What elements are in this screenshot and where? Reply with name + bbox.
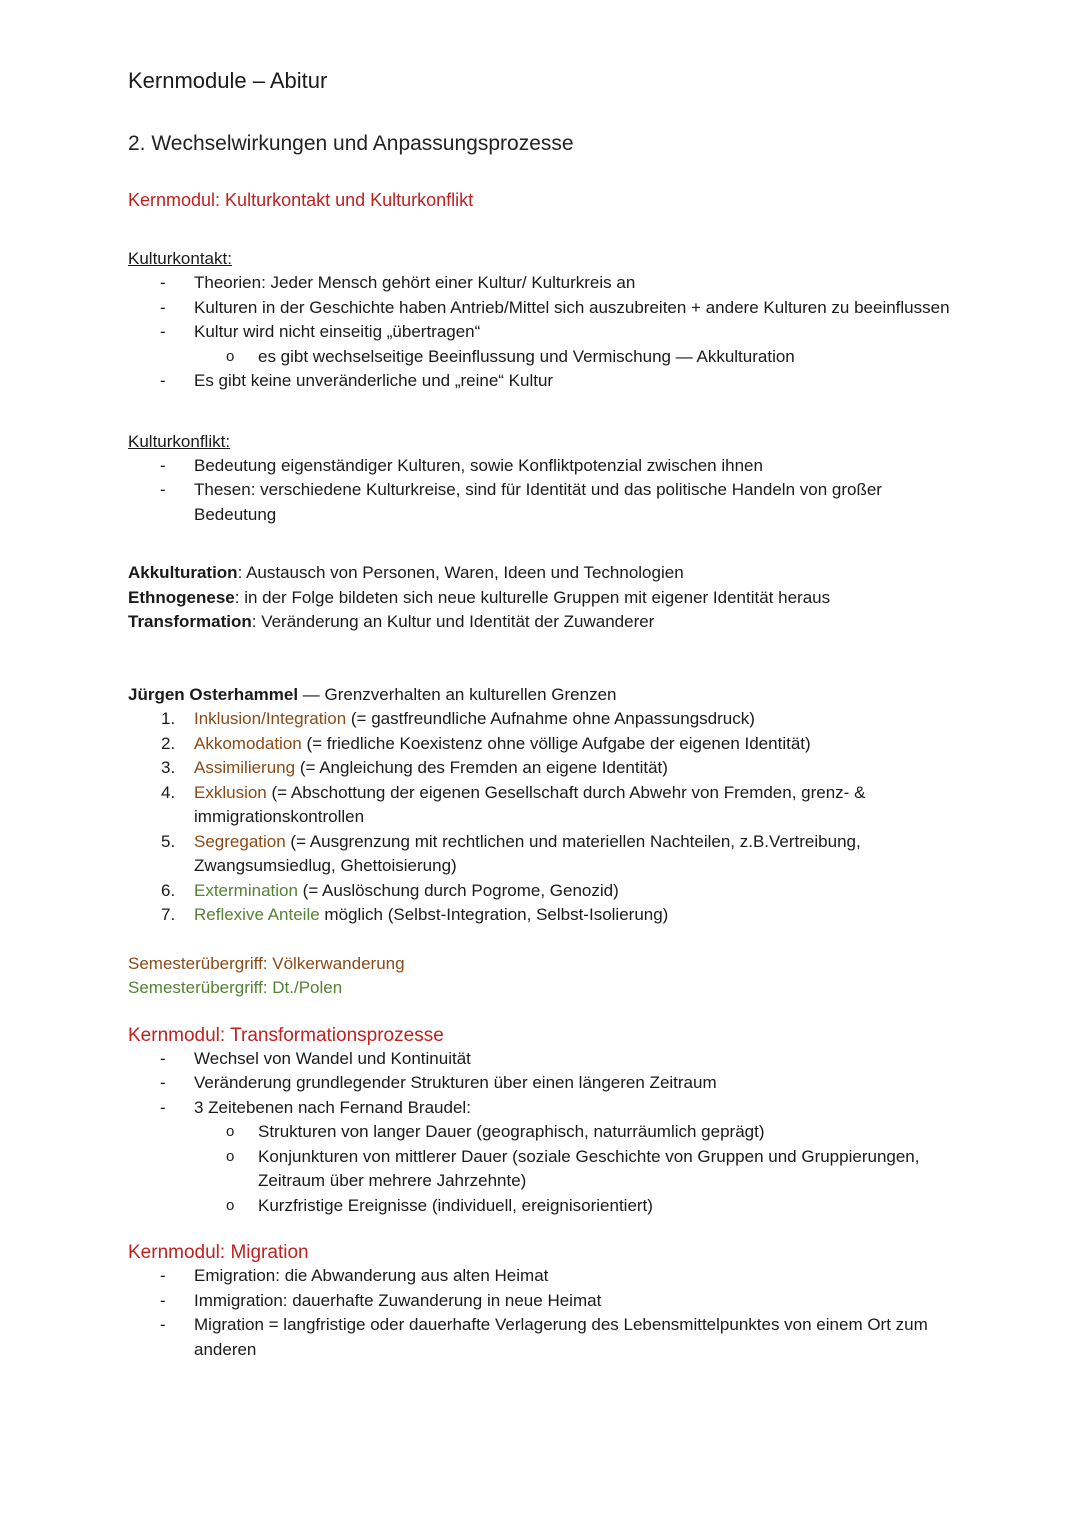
list-item: - Thesen: verschiedene Kulturkreise, sind für Identität und das politische Handeln von großer Bedeutung bbox=[194, 478, 958, 527]
transformation-list bbox=[128, 1047, 958, 1219]
list-item: - Kulturen in der Geschichte haben Antrieb/Mittel sich auszubreiten + andere Kulturen zu beeinflussen bbox=[194, 296, 958, 321]
definition-transformation bbox=[128, 610, 958, 635]
numbered-item bbox=[161, 756, 958, 781]
item-number: 4. bbox=[161, 782, 176, 802]
item-text: (= Ausgrenzung mit rechtlichen und materiellen Nachteilen, z.B.Vertreibung, Zwangsumsiedlug, Ghettoisierung) bbox=[194, 831, 861, 875]
item-text: (= Angleichung des Fremden an eigene Identität) bbox=[295, 758, 668, 777]
list-item: - Migration = langfristige oder dauerhafte Verlagerung des Lebensmittelpunktes von einem Ort zum anderen bbox=[194, 1313, 958, 1362]
item-text: (= gastfreundliche Aufnahme ohne Anpassungsdruck) bbox=[346, 709, 755, 728]
list-item bbox=[194, 320, 958, 369]
document-title: Kernmodule – Abitur bbox=[128, 68, 328, 93]
osterhammel-heading bbox=[128, 683, 958, 708]
cross-references bbox=[128, 952, 958, 1001]
list-item: - Es gibt keine unveränderliche und „reine“ Kultur bbox=[194, 369, 958, 394]
numbered-item bbox=[161, 903, 958, 928]
item-text: möglich (Selbst-Integration, Selbst-Isolierung) bbox=[319, 905, 669, 924]
definition-akkulturation bbox=[128, 561, 958, 586]
sub-list-item: o es gibt wechselseitige Beeinflussung und Vermischung — Akkulturation bbox=[258, 345, 958, 370]
kulturkontakt-list bbox=[128, 271, 958, 394]
subheading-kulturkonflikt: Kulturkonflikt: bbox=[128, 431, 231, 451]
item-text: (= friedliche Koexistenz ohne völlige Aufgabe der eigenen Identität) bbox=[301, 733, 811, 753]
migration-list bbox=[128, 1264, 958, 1362]
numbered-item bbox=[161, 732, 958, 757]
kulturkontakt-sublist bbox=[194, 345, 958, 370]
item-term: Reflexive Anteile bbox=[194, 905, 320, 924]
definition-text: : Austausch von Personen, Waren, Ideen und Technologien bbox=[237, 563, 684, 582]
list-item: - Bedeutung eigenständiger Kulturen, sowie Konfliktpotenzial zwischen ihnen bbox=[194, 454, 958, 479]
definition-term: Ethnogenese bbox=[128, 587, 235, 607]
item-number: 5. bbox=[161, 831, 176, 851]
list-item: - Wechsel von Wandel und Kontinuität bbox=[194, 1047, 958, 1072]
cross-ref-dt-polen: Semesterübergriff: Dt./Polen bbox=[128, 978, 343, 997]
item-text: (= Auslöschung durch Pogrome, Genozid) bbox=[297, 880, 619, 900]
osterhammel-list bbox=[128, 707, 958, 928]
item-text: (= Abschottung der eigenen Gesellschaft durch Abwehr von Fremden, grenz- & immigrationskontrollen bbox=[194, 782, 866, 826]
item-number: 7. bbox=[161, 905, 176, 924]
item-term: Akkomodation bbox=[194, 733, 302, 753]
item-number: 6. bbox=[161, 880, 176, 900]
item-term: Segregation bbox=[194, 831, 286, 851]
braudel-sublist bbox=[194, 1120, 958, 1218]
list-item: - Theorien: Jeder Mensch gehört einer Kultur/ Kulturkreis an bbox=[194, 271, 958, 296]
definition-text: : Veränderung an Kultur und Identität der Zuwanderer bbox=[251, 612, 655, 631]
osterhammel-subtitle: — Grenzverhalten an kulturellen Grenzen bbox=[298, 684, 617, 704]
item-number: 1. bbox=[161, 709, 176, 728]
item-number: 2. bbox=[161, 733, 176, 753]
definitions bbox=[128, 561, 958, 635]
sub-list-item: o Konjunkturen von mittlerer Dauer (soziale Geschichte von Gruppen und Gruppierungen, Zeitraum über mehrere Jahrzehnte) bbox=[258, 1145, 958, 1194]
author-name: Jürgen Osterhammel bbox=[128, 684, 299, 704]
subheading-kulturkontakt: Kulturkontakt: bbox=[128, 249, 232, 268]
item-term: Assimilierung bbox=[194, 758, 296, 777]
section-title: 2. Wechselwirkungen und Anpassungsprozesse bbox=[128, 132, 574, 155]
definition-term: Akkulturation bbox=[128, 563, 238, 582]
numbered-item bbox=[161, 781, 958, 830]
item-term: Exklusion bbox=[194, 782, 267, 802]
list-item bbox=[194, 1096, 958, 1219]
definition-text: : in der Folge bildeten sich neue kulturelle Gruppen mit eigener Identität heraus bbox=[234, 587, 831, 607]
definition-ethnogenese bbox=[128, 586, 958, 611]
kulturkonflikt-list bbox=[128, 454, 958, 528]
list-item-text: Kultur wird nicht einseitig „übertragen“ bbox=[194, 322, 481, 341]
item-term: Inklusion/Integration bbox=[194, 709, 347, 728]
cross-ref-voelkerwanderung: Semesterübergriff: Völkerwanderung bbox=[128, 953, 405, 973]
module-title-transformationsprozesse: Kernmodul: Transformationsprozesse bbox=[128, 1024, 444, 1046]
list-item: - Emigration: die Abwanderung aus alten Heimat bbox=[194, 1264, 958, 1289]
numbered-item bbox=[161, 879, 958, 904]
module-title-migration: Kernmodul: Migration bbox=[128, 1242, 309, 1263]
sub-list-item: o Strukturen von langer Dauer (geographisch, naturräumlich geprägt) bbox=[258, 1120, 958, 1145]
document-page bbox=[128, 64, 958, 1362]
module-title-kulturkontakt: Kernmodul: Kulturkontakt und Kulturkonflikt bbox=[128, 190, 474, 210]
list-item: - Immigration: dauerhafte Zuwanderung in neue Heimat bbox=[194, 1289, 958, 1314]
item-number: 3. bbox=[161, 758, 176, 777]
numbered-item bbox=[161, 707, 958, 732]
item-term: Extermination bbox=[194, 880, 298, 900]
numbered-item bbox=[161, 830, 958, 879]
list-item: - Veränderung grundlegender Strukturen über einen längeren Zeitraum bbox=[194, 1071, 958, 1096]
list-item-text: 3 Zeitebenen nach Fernand Braudel: bbox=[194, 1097, 471, 1117]
definition-term: Transformation bbox=[128, 612, 252, 631]
sub-list-item: o Kurzfristige Ereignisse (individuell, ereignisorientiert) bbox=[258, 1194, 958, 1219]
